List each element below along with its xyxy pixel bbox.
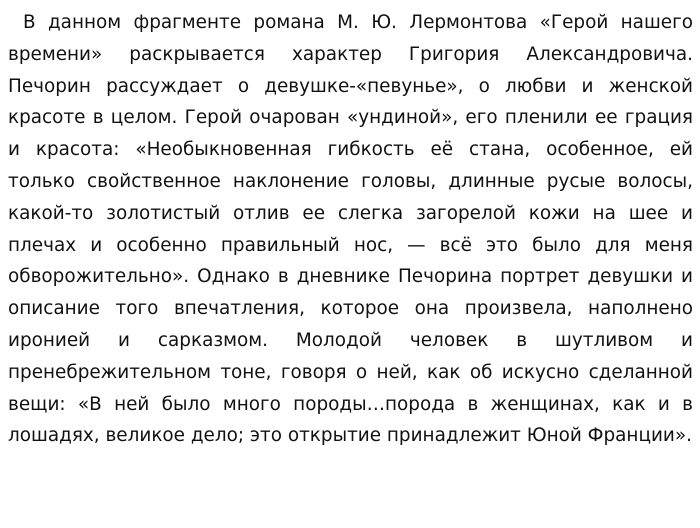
essay-paragraph: В данном фрагменте романа М. Ю. Лермонтова «Герой нашего времени» раскрывается характер Григория Александровича. Печорин рассуждает о девушке-«певунье», о любви и женской красоте в целом. Герой очарован «ундиной», его пленили ее грация и красота: «Необыкновенная гибкость её стана, особенное, ей только свойственное наклонение головы, длинные русые волосы, какой-то золотистый отлив ее слегка загорелой кожи на шее и плечах и особенно правильный нос, — всё это было для меня обворожительно». Однако в дневнике Печорина портрет девушки и описание того впечатления, которое она произвела, наполнено иронией и сарказмом. Молодой человек в шутливом и пренебрежительном тоне, говоря о ней, как об искусно сделанной вещи: «В ней было много породы…порода в женщинах, как и в лошадях, великое дело; это открытие принадлежит Юной Франции». <box>8 12 693 447</box>
